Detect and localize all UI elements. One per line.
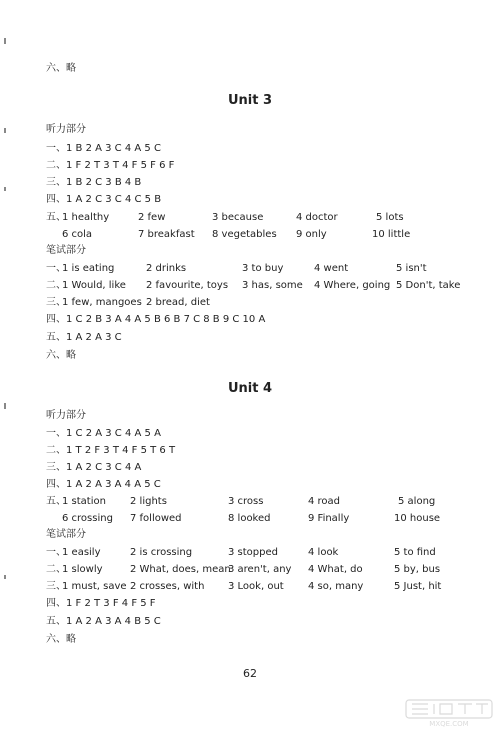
margin-mark <box>4 575 6 579</box>
answer-line: 二、1 T 2 F 3 T 4 F 5 T 6 T <box>46 445 176 456</box>
answer-row: 一、 1 easily 2 is crossing 3 stopped 4 look 5 to find <box>46 547 436 558</box>
answer-line: 五、1 A 2 A 3 A 4 B 5 C <box>46 616 161 627</box>
answer-line: 六、略 <box>46 634 76 645</box>
section-header: 听力部分 <box>46 124 86 135</box>
section-header: 笔试部分 <box>46 529 86 540</box>
page-number: 62 <box>243 667 257 680</box>
section-header: 笔试部分 <box>46 245 86 256</box>
answer-line: 一、1 B 2 A 3 C 4 A 5 C <box>46 143 161 154</box>
top-line: 六、略 <box>46 63 76 74</box>
answer-row: 五、 1 station 2 lights 3 cross 4 road 5 along <box>46 496 436 507</box>
margin-mark <box>4 128 6 133</box>
answer-row: 一、 1 is eating 2 drinks 3 to buy 4 went 5 isn't <box>46 263 427 274</box>
answer-line: 四、1 A 2 A 3 A 4 A 5 C <box>46 479 161 490</box>
section-header: 听力部分 <box>46 410 86 421</box>
answer-row: 二、 1 Would, like 2 favourite, toys 3 has, some 4 Where, going 5 Don't, take <box>46 280 461 291</box>
unit-title: Unit 4 <box>227 381 273 396</box>
margin-mark <box>4 187 6 191</box>
answer-line: 四、1 C 2 B 3 A 4 A 5 B 6 B 7 C 8 B 9 C 10 A <box>46 314 266 325</box>
answer-line: 二、1 F 2 T 3 T 4 F 5 F 6 F <box>46 160 175 171</box>
watermark-text: MXQE.COM <box>429 720 469 728</box>
answer-line: 三、1 B 2 C 3 B 4 B <box>46 177 142 188</box>
answer-line: 一、1 C 2 A 3 C 4 A 5 A <box>46 428 161 439</box>
answer-row: 五、 1 healthy 2 few 3 because 4 doctor 5 lots <box>46 212 404 223</box>
answer-line: 四、1 F 2 T 3 F 4 F 5 F <box>46 598 156 609</box>
answer-row: 二、 1 slowly 2 What, does, mean 3 aren't, any 4 What, do 5 by, bus <box>46 564 441 575</box>
watermark-logo <box>404 698 494 728</box>
margin-mark <box>4 38 6 44</box>
unit-title: Unit 3 <box>227 93 273 108</box>
answer-line: 四、1 A 2 C 3 C 4 C 5 B <box>46 194 162 205</box>
answer-line: 六、略 <box>46 350 76 361</box>
answer-line: 三、1 A 2 C 3 C 4 A <box>46 462 142 473</box>
answer-row: 三、 1 must, save 2 crosses, with 3 Look, out 4 so, many 5 Just, hit <box>46 581 442 592</box>
margin-mark <box>4 403 6 409</box>
answer-line: 五、1 A 2 A 3 C <box>46 332 122 343</box>
answer-row: 三、 1 few, mangoes 2 bread, diet <box>46 297 210 308</box>
